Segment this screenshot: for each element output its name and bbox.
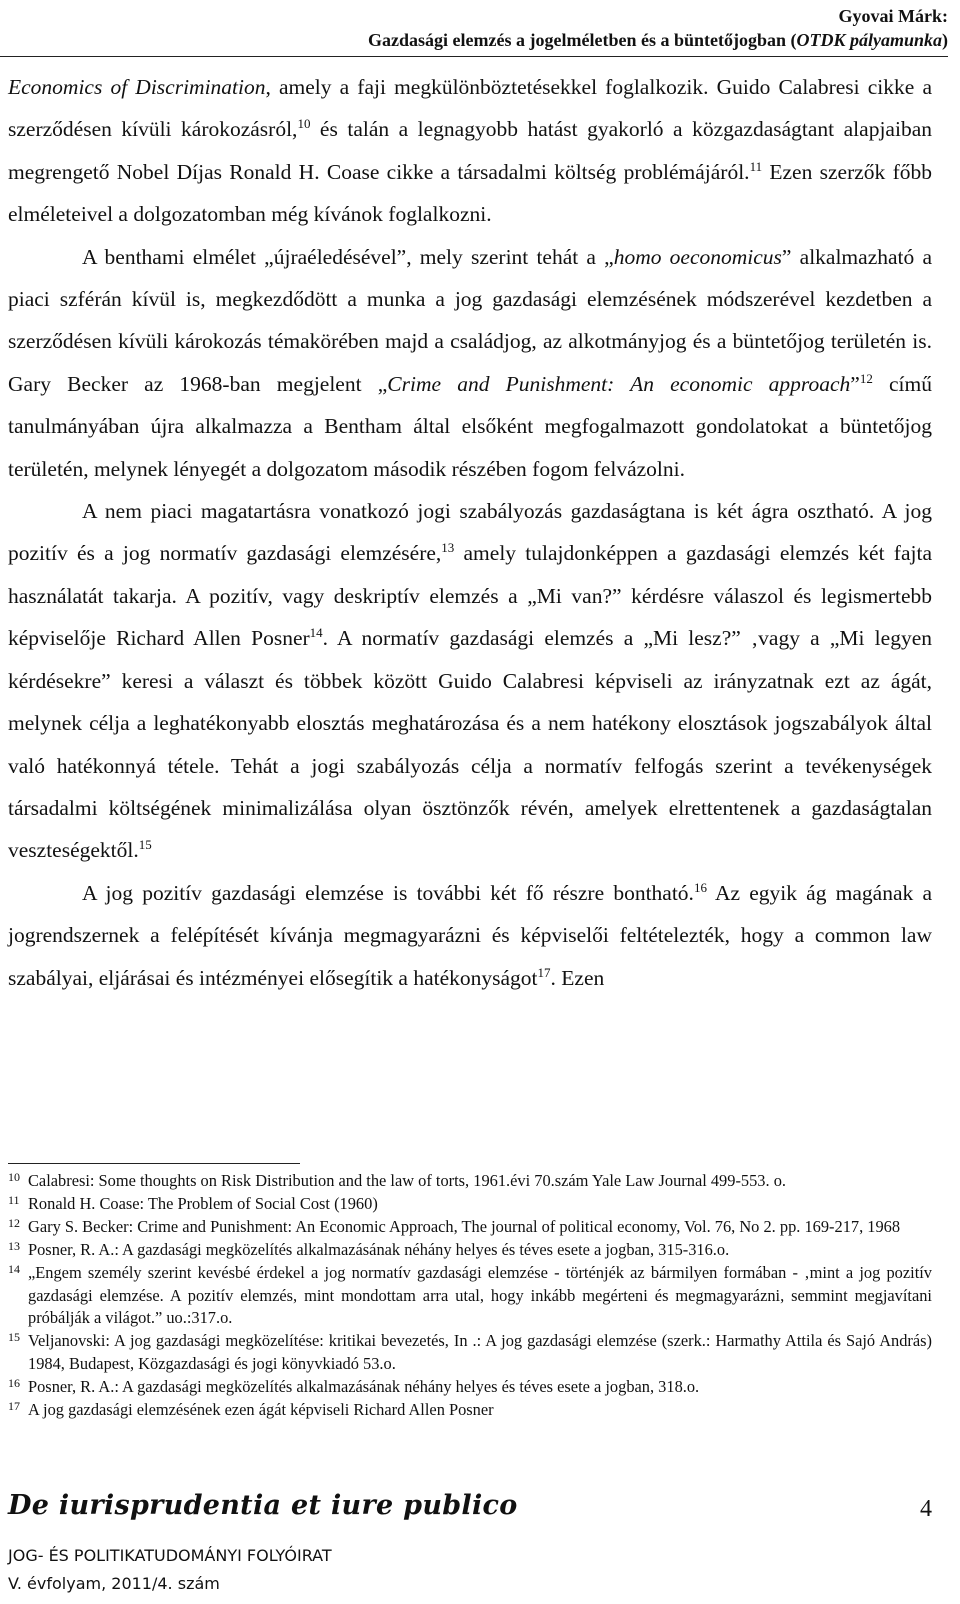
footnote	[8, 1376, 932, 1399]
header-author: Gyovai Márk:	[838, 6, 948, 26]
footnote-ref[interactable]: 17	[537, 964, 551, 980]
footnote-text: A jog gazdasági elemzésének ezen ágát képviseli Richard Allen Posner	[28, 1400, 494, 1420]
footnote-text: Calabresi: Some thoughts on Risk Distribution and the law of torts, 1961.évi 70.szám Yale Law Journal 499-553. o.	[28, 1171, 786, 1190]
footnote-text: Posner, R. A.: A gazdasági megközelítés alkalmazásának néhány helyes és téves esete a jogban, 315-316.o.	[28, 1239, 730, 1259]
footnote	[8, 1330, 932, 1376]
text-span: című tanulmányában újra alkalmazza a Bentham által elsőként megfogalmazott gondolatokat a büntetőjog területén, melynek lényegét a dolgozatom második részében fogom felvázolni.	[8, 371, 932, 481]
footnote-text: Posner, R. A.: A gazdasági megközelítés alkalmazásának néhány helyes és téves esete a jogban, 318.o.	[28, 1377, 700, 1397]
footnote-ref[interactable]: 11	[749, 158, 763, 174]
journal-issue: V. évfolyam, 2011/4. szám	[8, 1574, 220, 1593]
paragraph-2	[8, 236, 932, 490]
text-span: ” alkalmazható a piaci szférán kívül is, megkezdődött a munka a jog gazdasági elemzésének módszerével kezdetben a szerződésen kívüli károkozás témakörében majd a családjog, az alkotmányjog és a büntetőjog területén is. Gary Becker az 1968-ban megjelent „	[8, 244, 932, 396]
page-header	[368, 4, 948, 52]
text-span: . Ezen	[550, 965, 605, 990]
footnote-ref[interactable]: 13	[441, 540, 455, 556]
footnote	[8, 1239, 932, 1262]
text-span: amely tulajdonképpen a gazdasági elemzés két fajta használatát takarja. A pozitív, vagy deskriptív elemzés a „Mi van?” kérdésre válaszol és legismertebb képviselője Richard Allen Posner	[8, 541, 932, 651]
header-title-italic: OTDK pályamunka	[796, 30, 942, 50]
text-span: ”	[850, 371, 860, 396]
footnote-number: 13	[8, 1238, 20, 1253]
footnote-number: 17	[8, 1399, 20, 1414]
footnote-text: Gary S. Becker: Crime and Punishment: An Economic Approach, The journal of political economy, Vol. 76, No 2. pp. 169-217, 1968	[28, 1216, 901, 1236]
footnote	[8, 1193, 932, 1216]
footnote-ref[interactable]: 12	[859, 370, 873, 386]
footnote	[8, 1170, 932, 1193]
text-span: és talán a legnagyobb hatást gyakorló a közgazdaságtant alapjaiban megrengető Nobel Díjas Ronald H. Coase cikke a társadalmi költség problémájáról.	[8, 117, 932, 184]
page-footer	[8, 1490, 932, 1600]
footnote-ref[interactable]: 10	[297, 116, 311, 132]
paragraph-4	[8, 872, 932, 999]
footnote-number: 16	[8, 1376, 20, 1391]
footnote-text: „Engem személy szerint kevésbé érdekel a jog normatív gazdasági elemzése - történjék az bármilyen formában - ‚mint a jog pozitív gazdasági elemzése. A pozitív elemzés, mint mondottam arra utal, hogy inkább megérteni és megmagyarázni, semmint megjavítani próbálják a világot.” uo.:317.o.	[28, 1262, 932, 1328]
footnotes	[8, 1170, 932, 1422]
italic-term: homo oeconomicus	[613, 244, 782, 269]
journal-title: De iurisprudentia et iure publico	[8, 1490, 518, 1521]
footnote-text: Veljanovski: A jog gazdasági megközelítése: kritikai bevezetés, In .: A jog gazdasági elemzése (szerk.: Harmathy Attila és Sajó András) 1984, Budapest, Közgazdasági és jogi könyvkiadó 53.o.	[28, 1331, 932, 1374]
work-title: Crime and Punishment: An economic approach	[387, 371, 851, 396]
footnote-number: 11	[8, 1192, 20, 1207]
text-span: A nem piaci magatartásra vonatkozó jogi szabályozás gazdaságtana is két ágra osztható. A jog pozitív és a jog normatív gazdasági elemzésére,	[8, 499, 932, 566]
page-number: 4	[920, 1496, 932, 1522]
header-title	[368, 28, 948, 52]
footnote	[8, 1216, 932, 1239]
text-span: Az egyik ág magának a jogrendszernek a felépítését kívánja megmagyarázni és képviselői feltételezték, hogy a common law szabályai, eljárásai és intézményei elősegítik a hatékonyságot	[8, 880, 932, 990]
header-title-main: Gazdasági elemzés a jogelméletben és a büntetőjogban (	[368, 30, 797, 50]
footnote-number: 10	[8, 1170, 20, 1184]
text-span: Ezen szerzők főbb elméleteivel a dolgozatomban még kívánok foglalkozni.	[8, 159, 932, 227]
footnote	[8, 1262, 932, 1331]
footnote-number: 12	[8, 1215, 20, 1230]
footnote-number: 15	[8, 1330, 20, 1345]
paragraph-1	[8, 66, 932, 236]
body-text	[8, 66, 932, 999]
footnote-text: Ronald H. Coase: The Problem of Social Cost (1960)	[28, 1193, 378, 1213]
header-rule	[0, 56, 948, 57]
footnote-ref[interactable]: 14	[309, 625, 323, 641]
text-span: A benthami elmélet „újraéledésével”, mely szerint tehát a „	[82, 244, 614, 269]
journal-subtitle: JOG- ÉS POLITIKATUDOMÁNYI FOLYÓIRAT	[8, 1546, 332, 1565]
paragraph-3	[8, 490, 932, 872]
footnote-separator	[8, 1163, 300, 1164]
book-title: Economics of Discrimination	[8, 75, 266, 99]
footnote	[8, 1399, 932, 1422]
footnote-number: 14	[8, 1261, 20, 1276]
footnote-ref[interactable]: 15	[138, 837, 152, 853]
footnote-ref[interactable]: 16	[693, 879, 707, 895]
header-title-close: )	[942, 30, 948, 50]
text-span: , amely a faji megkülönböztetésekkel foglalkozik. Guido Calabresi cikke a szerződésen kívüli károkozásról,	[8, 75, 932, 142]
text-span: A jog pozitív gazdasági elemzése is további két fő részre bontható.	[82, 880, 694, 905]
text-span: . A normatív gazdasági elemzés a „Mi lesz?” ‚vagy a „Mi legyen kérdésekre” keresi a választ és többek között Guido Calabresi képviseli az irányzatnak ezt az ágát, melynek célja a leghatékonyabb elosztás meghatározása és a nem hatékony elosztások jogszabályok által való hatékonnyá tétele. Tehát a jogi szabályozás célja a normatív felfogás szerint a tevékenységek társadalmi költségének minimalizálása olyan ösztönzők révén, amelyek elrettentenek a gazdaságtalan veszteségektől.	[8, 626, 932, 863]
